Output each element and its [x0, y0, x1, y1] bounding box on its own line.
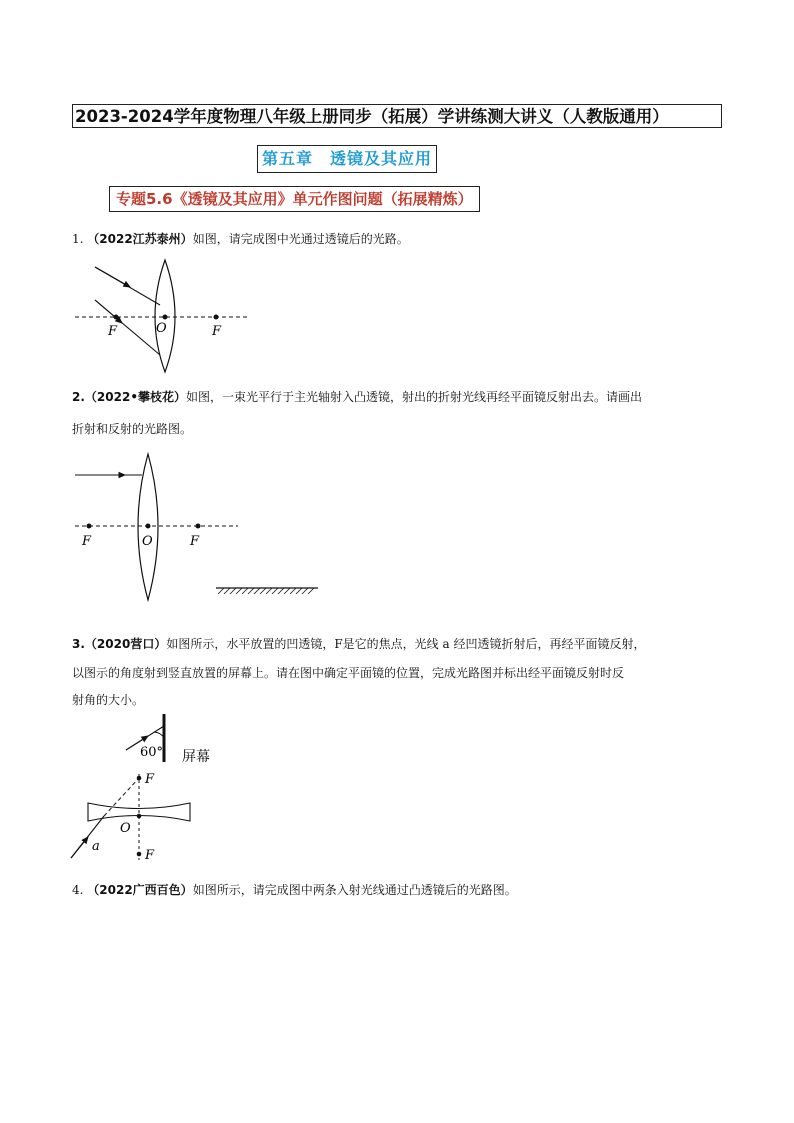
- right-focus-dot: [214, 315, 219, 320]
- question-source: （2022江苏泰州）: [87, 232, 193, 246]
- ray-arrow-a: [71, 837, 88, 858]
- left-focus-label: F: [108, 324, 118, 339]
- ray-label: a: [92, 839, 100, 854]
- top-focus-label: F: [145, 772, 155, 787]
- question-number: 1.: [72, 232, 84, 246]
- question-3-line-2: [72, 665, 624, 681]
- extension-line: [104, 778, 139, 816]
- chapter-heading: 第五章 透镜及其应用: [257, 145, 437, 173]
- question-1: [72, 231, 409, 247]
- center-dot: [163, 315, 168, 320]
- angle-label: 60°: [140, 745, 164, 760]
- question-source: （2020营口）: [84, 637, 167, 651]
- right-focus-label: F: [212, 324, 222, 339]
- center-label: O: [142, 534, 153, 549]
- question-source: （2022广西百色）: [87, 883, 193, 897]
- question-number: 3.: [72, 637, 85, 651]
- figure-2-convex-lens-mirror: [70, 452, 330, 604]
- question-text: 如图所示，请完成图中两条入射光线通过凸透镜后的光路图。: [192, 883, 517, 897]
- right-focus-label: F: [190, 534, 200, 549]
- mirror-hatching: [218, 588, 314, 594]
- screen-label: 屏幕: [182, 749, 210, 765]
- question-number: 2.: [72, 390, 85, 404]
- question-3: [72, 636, 645, 652]
- center-dot: [137, 814, 142, 819]
- ray-arrow-1: [95, 267, 130, 287]
- left-focus-dot: [114, 315, 119, 320]
- question-2: [72, 389, 642, 405]
- question-number: 4.: [72, 883, 84, 897]
- left-focus-label: F: [82, 534, 92, 549]
- document-title: 2023-2024学年度物理八年级上册同步（拓展）学讲练测大讲义（人教版通用）: [72, 104, 722, 128]
- topic-heading: 专题5.6《透镜及其应用》单元作图问题（拓展精炼）: [109, 186, 480, 212]
- question-text: 以图示的角度射到竖直放置的屏幕上。请在图中确定平面镜的位置，完成光路图并标出经平面镜反射时反: [72, 666, 625, 680]
- bottom-focus-dot: [137, 852, 142, 857]
- question-text: 射角的大小。: [72, 693, 145, 707]
- center-label: O: [156, 321, 167, 336]
- center-label: O: [120, 821, 131, 836]
- question-text: 如图所示，水平放置的凹透镜，F是它的焦点，光线 a 经凹透镜折射后，再经平面镜反射，: [166, 637, 646, 651]
- center-dot: [146, 524, 151, 529]
- figure-1-convex-lens: [70, 255, 260, 375]
- right-focus-dot: [196, 524, 201, 529]
- question-text: 折射和反射的光路图。: [72, 422, 193, 436]
- question-text: 如图，一束光平行于主光轴射入凸透镜，射出的折射光线再经平面镜反射出去。请画出: [186, 390, 643, 404]
- left-focus-dot: [87, 524, 92, 529]
- question-text: 如图，请完成图中光通过透镜后的光路。: [192, 232, 409, 246]
- ray-arrow-2: [95, 300, 122, 323]
- question-3-line-3: [72, 692, 144, 708]
- question-source: （2022•攀枝花）: [84, 390, 186, 404]
- figure-3-concave-lens-screen: [68, 712, 238, 864]
- question-4: [72, 882, 517, 898]
- question-2-line-2: [72, 421, 192, 437]
- bottom-focus-label: F: [145, 848, 155, 863]
